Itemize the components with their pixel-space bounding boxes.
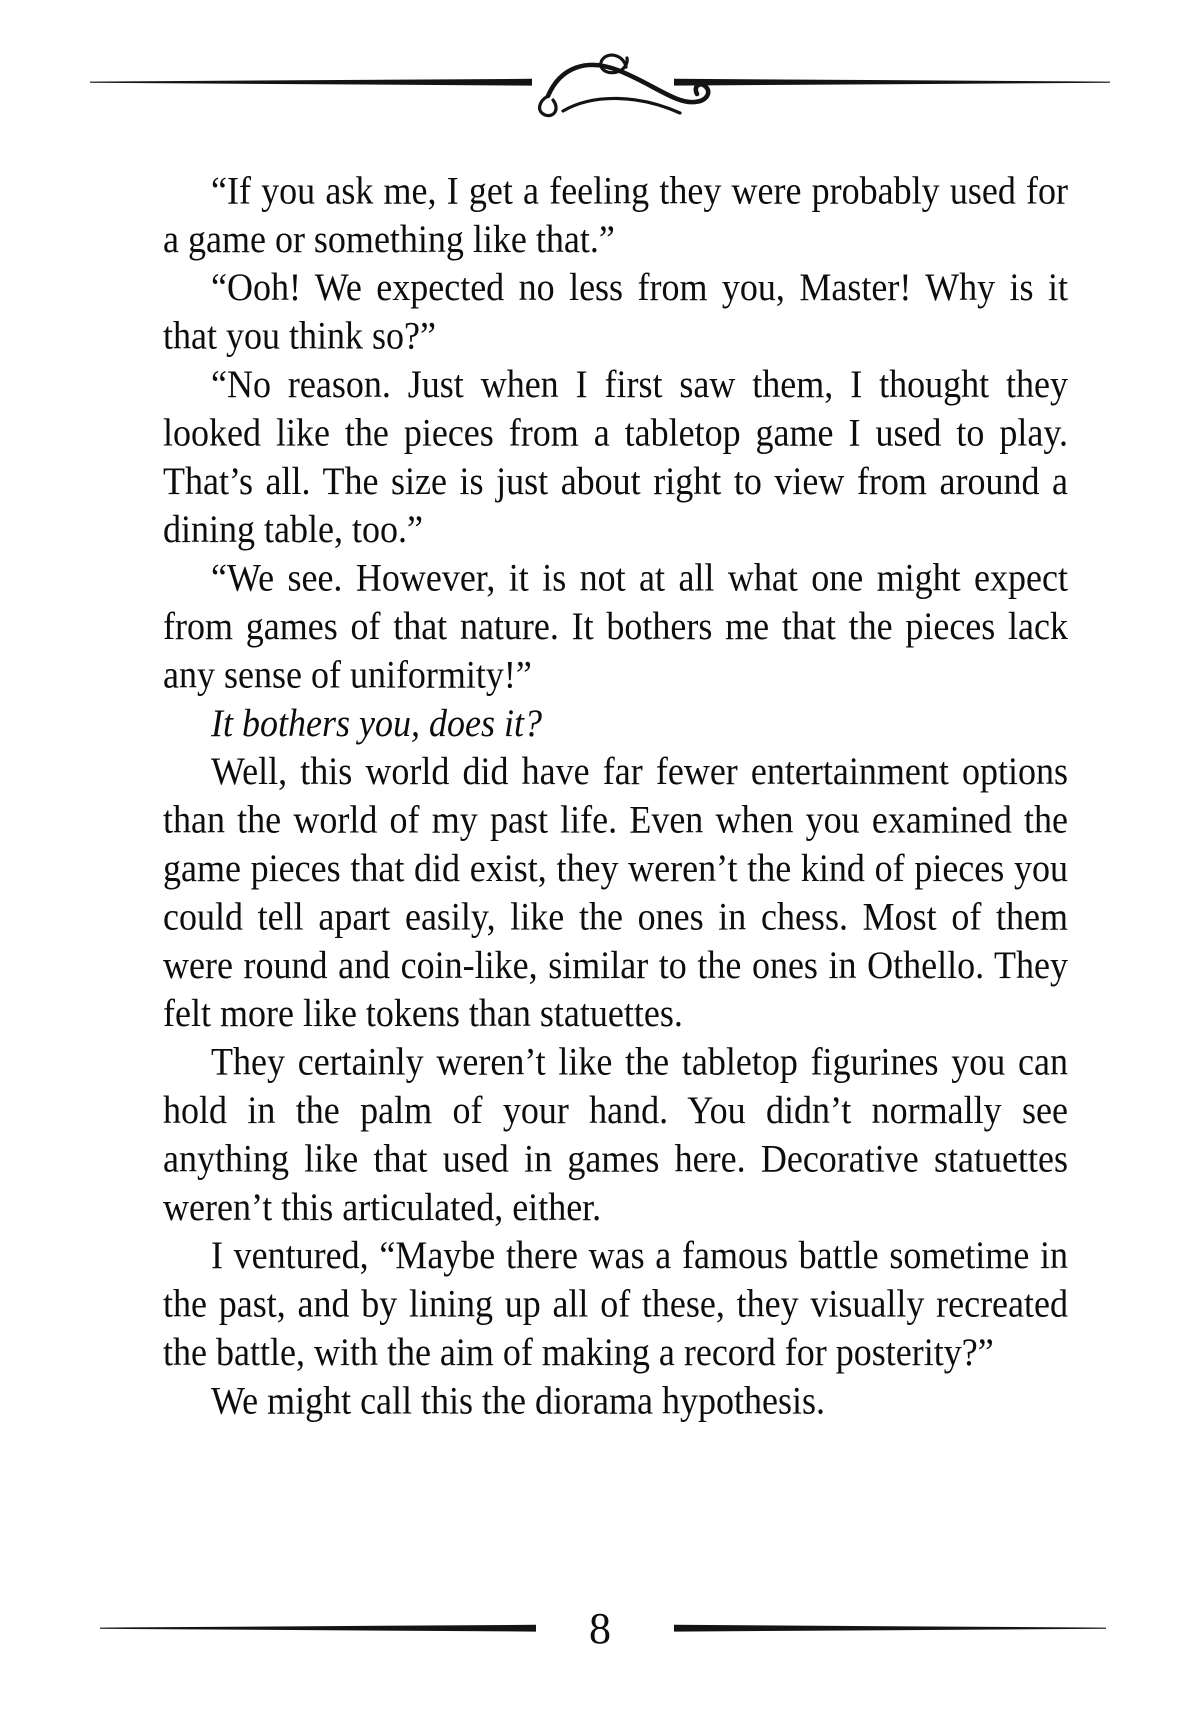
top-divider <box>0 0 1200 130</box>
footer-rule-right <box>674 1624 1106 1633</box>
paragraph-3: “No reason. Just when I first saw them, I thought they looked like the pieces from a tabletop game I used to play. That’s all. The size is just about right to view from around a dining table, too.” <box>163 361 1068 551</box>
paragraph-4: “We see. However, it is not at all what one might expect from games of that nature. It bothers me that the pieces lack any sense of uniformity!” <box>163 555 1068 697</box>
paragraph-8: I ventured, “Maybe there was a famous battle sometime in the past, and by lining up all of these, they visually recreated the battle, with the aim of making a record for posterity?” <box>163 1233 1068 1374</box>
paragraph-2: “Ooh! We expected no less from you, Master! Why is it that you think so?” <box>163 265 1068 358</box>
page-number: 8 <box>589 1604 611 1653</box>
page-body <box>163 166 1068 1424</box>
top-rule-left <box>90 78 532 87</box>
top-rule-right <box>674 78 1110 87</box>
page-footer <box>0 1596 1200 1666</box>
paragraph-9: We might call this the diorama hypothesis. <box>211 1378 825 1423</box>
paragraph-1: “If you ask me, I get a feeling they were probably used for a game or something like that.” <box>163 168 1068 261</box>
paragraph-6: Well, this world did have far fewer entertainment options than the world of my past life. Even when you examined the game pieces that did exist, they weren’t the kind of pieces you could tell apart easily, like the ones in chess. Most of them were round and coin-like, similar to the ones in Othello. They felt more like tokens than statuettes. <box>163 749 1068 1035</box>
footer-rule-left <box>100 1624 536 1633</box>
paragraph-7: They certainly weren’t like the tabletop figurines you can hold in the palm of your hand. You didn’t normally see anything like that used in games here. Decorative statuettes weren’t this articulated, either. <box>163 1039 1068 1229</box>
paragraph-5-italic: It bothers you, does it? <box>211 700 542 745</box>
